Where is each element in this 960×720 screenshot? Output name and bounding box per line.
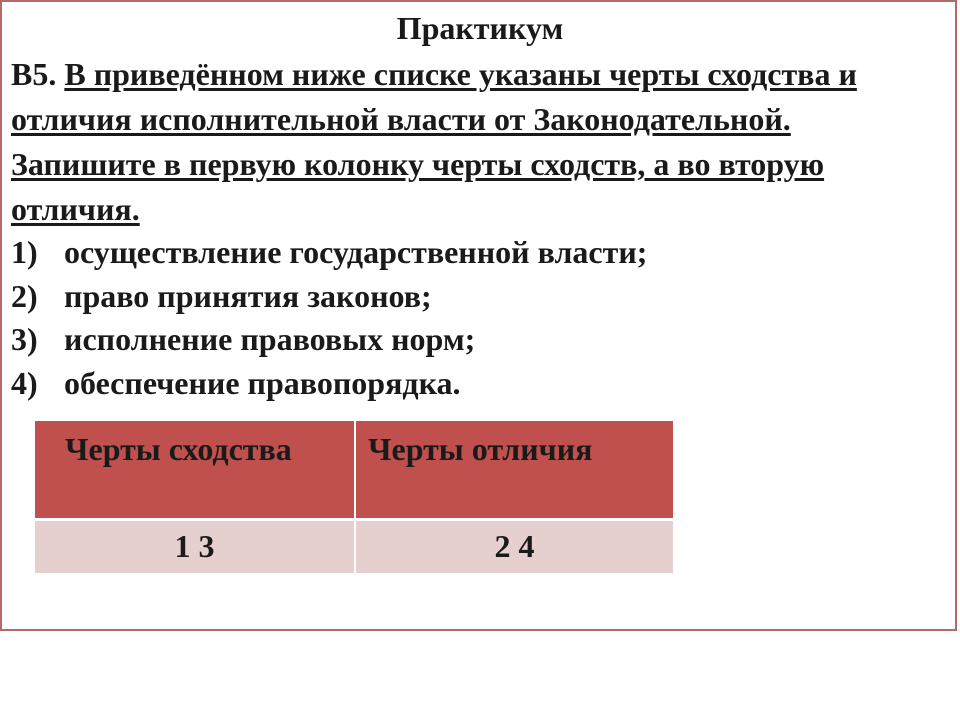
item-number: 1) (11, 234, 38, 270)
slide-title: Практикум (396, 10, 564, 46)
item-text: исполнение правовых норм; (64, 321, 476, 357)
cell-differences: 2 4 (355, 519, 673, 573)
item-number: 4) (11, 364, 38, 401)
item-text: осуществление государственной власти; (64, 234, 648, 270)
header-similarities: Черты сходства (35, 421, 355, 519)
item-text: право принятия законов; (64, 277, 432, 314)
list-item (11, 318, 931, 362)
header-differences: Черты отличия (355, 421, 673, 519)
item-text: обеспечение правопорядка. (64, 364, 461, 401)
list-item (11, 231, 931, 275)
task-instructions: В приведённом ниже списке указаны черты сходства и отличия исполнительной власти от Законодательной. Запишите в первую колонку черты сходств, а во вторую отличия. (11, 56, 857, 227)
cell-similarities: 1 3 (35, 519, 355, 573)
item-number: 2) (11, 277, 38, 314)
task-statement (11, 52, 931, 232)
task-number: В5. (11, 56, 65, 92)
list-item (11, 362, 931, 406)
table-row (35, 519, 673, 573)
answer-table (35, 421, 673, 573)
item-number: 3) (11, 321, 38, 357)
table-header-row (35, 421, 673, 519)
options-list (11, 231, 931, 405)
list-item (11, 275, 931, 319)
